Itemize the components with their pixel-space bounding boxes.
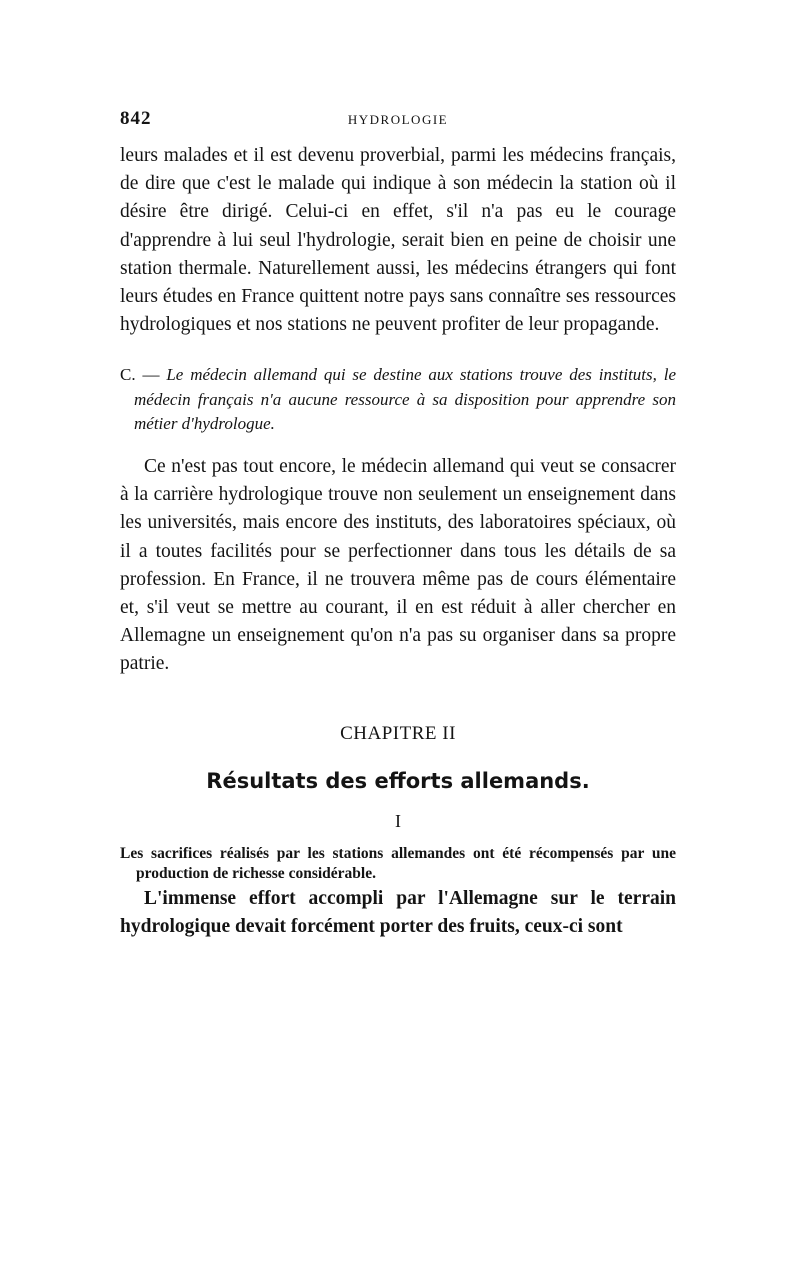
chapter-subtitle: Résultats des efforts allemands. [206, 768, 590, 793]
section-number: I [395, 810, 401, 831]
paragraph-1: leurs malades et il est devenu proverbial, parmi les médecins français, de dire que c'est le malade qui indique à son médecin la station où il désire être dirigé. Celui-ci en effet, s'il n'a pas eu le courage d'apprendre à lui seul l'hydrologie, serait bien en peine de choisir une station thermale. Naturellement aussi, les médecins étrangers qui font leurs études en France quittent notre pays sans connaître ses ressources hydrologiques et nos stations ne peuvent profiter de leur propagande. [120, 145, 676, 336]
book-page [120, 108, 676, 941]
running-title: HYDROLOGIE [347, 112, 449, 127]
running-header [120, 108, 676, 142]
page-number: 842 [120, 108, 152, 129]
section-heading: Les sacrifices réalisés par les stations allemandes ont été récompensés par une production de richesse considérable. [120, 844, 676, 883]
paragraph-2: Ce n'est pas tout encore, le médecin allemand qui veut se consacrer à la carrière hydrologique trouve non seulement un enseignement dans les universités, mais encore des instituts, des laboratoires spéciaux, où il a toutes facilités pour se perfectionner dans tous les détails de sa profession. En France, il ne trouvera même pas de cours élémentaire et, s'il veut se mettre au courant, il en est réduit à aller chercher en Allemagne un enseignement qu'on n'a pas su organiser dans sa propre patrie. [120, 455, 676, 675]
remark-c [120, 363, 676, 437]
remark-letter: C. — [120, 365, 160, 385]
chapter-title: CHAPITRE II [340, 722, 456, 744]
paragraph-3: L'immense effort accompli par l'Allemagne sur le terrain hydrologique devait forcément porter des fruits, ceux-ci sont [120, 887, 676, 937]
remark-text: Le médecin allemand qui se destine aux stations trouve des instituts, le médecin français n'a aucune ressource à sa disposition pour apprendre son métier d'hydrologue. [134, 365, 677, 434]
